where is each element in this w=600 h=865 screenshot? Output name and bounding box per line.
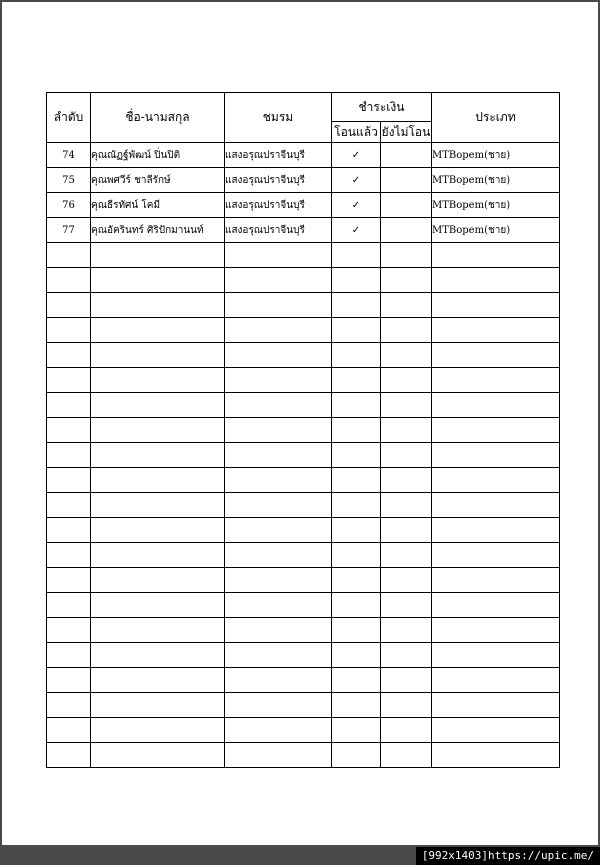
empty-cell: [332, 718, 381, 743]
header-no: ลำดับ: [47, 93, 91, 143]
empty-cell: [432, 743, 560, 768]
empty-cell: [432, 443, 560, 468]
empty-cell: [225, 543, 332, 568]
empty-cell: [91, 418, 225, 443]
empty-cell: [225, 318, 332, 343]
empty-cell: [91, 718, 225, 743]
empty-cell: [225, 568, 332, 593]
empty-cell: [381, 668, 432, 693]
empty-cell: [91, 393, 225, 418]
empty-cell: [47, 743, 91, 768]
row-number: 75: [47, 168, 91, 193]
empty-row: [47, 643, 560, 668]
row-name: คุณอัครินทร์ ศิริปักมานนท์: [91, 218, 225, 243]
empty-cell: [91, 318, 225, 343]
empty-row: [47, 243, 560, 268]
empty-cell: [47, 418, 91, 443]
empty-cell: [225, 368, 332, 393]
table-body: [47, 143, 560, 768]
empty-cell: [332, 493, 381, 518]
empty-row: [47, 443, 560, 468]
empty-cell: [432, 343, 560, 368]
empty-cell: [381, 618, 432, 643]
empty-cell: [332, 593, 381, 618]
empty-cell: [332, 243, 381, 268]
empty-cell: [91, 243, 225, 268]
empty-cell: [332, 343, 381, 368]
empty-cell: [91, 493, 225, 518]
row-unpaid-check: [381, 143, 432, 168]
header-type: ประเภท: [432, 93, 560, 143]
empty-row: [47, 543, 560, 568]
empty-cell: [225, 418, 332, 443]
empty-cell: [381, 293, 432, 318]
empty-row: [47, 393, 560, 418]
row-paid-check: ✓: [332, 168, 381, 193]
empty-cell: [332, 418, 381, 443]
empty-cell: [381, 518, 432, 543]
empty-cell: [47, 368, 91, 393]
registration-table: [46, 92, 560, 768]
empty-cell: [47, 543, 91, 568]
empty-cell: [432, 468, 560, 493]
row-paid-check: ✓: [332, 218, 381, 243]
empty-cell: [225, 518, 332, 543]
row-name: คุณพศวีร์ ชาลีรักษ์: [91, 168, 225, 193]
empty-cell: [91, 268, 225, 293]
row-name: คุณณัฏฐ์พัฒน์ ปิ่นปิติ: [91, 143, 225, 168]
empty-cell: [432, 718, 560, 743]
empty-row: [47, 568, 560, 593]
empty-cell: [432, 568, 560, 593]
empty-cell: [332, 643, 381, 668]
empty-cell: [91, 518, 225, 543]
empty-cell: [91, 443, 225, 468]
header-club: ชมรม: [225, 93, 332, 143]
header-name: ชื่อ-นามสกุล: [91, 93, 225, 143]
empty-cell: [225, 393, 332, 418]
empty-cell: [47, 493, 91, 518]
row-club: แสงอรุณปราจีนบุรี: [225, 143, 332, 168]
empty-cell: [91, 293, 225, 318]
empty-row: [47, 418, 560, 443]
empty-cell: [47, 468, 91, 493]
empty-row: [47, 493, 560, 518]
row-name: คุณธีรทัศน์ โคมี: [91, 193, 225, 218]
empty-cell: [225, 243, 332, 268]
empty-row: [47, 718, 560, 743]
row-club: แสงอรุณปราจีนบุรี: [225, 168, 332, 193]
empty-cell: [91, 368, 225, 393]
empty-cell: [91, 468, 225, 493]
empty-cell: [225, 718, 332, 743]
empty-row: [47, 293, 560, 318]
empty-cell: [47, 293, 91, 318]
empty-row: [47, 693, 560, 718]
empty-cell: [381, 268, 432, 293]
row-unpaid-check: [381, 218, 432, 243]
empty-cell: [432, 593, 560, 618]
empty-cell: [332, 568, 381, 593]
table-row: [47, 193, 560, 218]
empty-cell: [91, 568, 225, 593]
empty-cell: [432, 243, 560, 268]
empty-cell: [381, 443, 432, 468]
empty-cell: [91, 643, 225, 668]
empty-row: [47, 518, 560, 543]
row-paid-check: ✓: [332, 143, 381, 168]
row-type: MTBopem(ชาย): [432, 168, 560, 193]
empty-cell: [381, 368, 432, 393]
empty-cell: [332, 668, 381, 693]
empty-cell: [91, 693, 225, 718]
empty-cell: [432, 293, 560, 318]
empty-cell: [91, 543, 225, 568]
empty-cell: [47, 668, 91, 693]
empty-cell: [225, 493, 332, 518]
empty-cell: [432, 518, 560, 543]
empty-cell: [332, 293, 381, 318]
empty-cell: [432, 318, 560, 343]
empty-cell: [47, 318, 91, 343]
row-type: MTBopem(ชาย): [432, 143, 560, 168]
empty-cell: [381, 468, 432, 493]
empty-cell: [47, 243, 91, 268]
empty-row: [47, 593, 560, 618]
empty-cell: [332, 393, 381, 418]
row-club: แสงอรุณปราจีนบุรี: [225, 218, 332, 243]
row-paid-check: ✓: [332, 193, 381, 218]
empty-cell: [432, 493, 560, 518]
empty-cell: [432, 543, 560, 568]
empty-cell: [381, 718, 432, 743]
empty-cell: [225, 268, 332, 293]
empty-cell: [381, 593, 432, 618]
empty-cell: [225, 693, 332, 718]
table-row: [47, 143, 560, 168]
empty-cell: [225, 643, 332, 668]
empty-row: [47, 743, 560, 768]
table-row: [47, 218, 560, 243]
empty-cell: [381, 343, 432, 368]
empty-cell: [381, 543, 432, 568]
empty-cell: [332, 443, 381, 468]
empty-cell: [381, 493, 432, 518]
empty-cell: [432, 693, 560, 718]
empty-cell: [432, 668, 560, 693]
empty-cell: [432, 643, 560, 668]
empty-cell: [381, 743, 432, 768]
image-source-label: [992x1403]https://upic.me/: [416, 847, 600, 865]
row-club: แสงอรุณปราจีนบุรี: [225, 193, 332, 218]
empty-cell: [381, 643, 432, 668]
empty-row: [47, 668, 560, 693]
empty-row: [47, 268, 560, 293]
empty-cell: [332, 693, 381, 718]
empty-cell: [332, 268, 381, 293]
empty-cell: [332, 518, 381, 543]
empty-cell: [432, 618, 560, 643]
empty-cell: [225, 593, 332, 618]
empty-cell: [47, 618, 91, 643]
empty-cell: [432, 418, 560, 443]
row-unpaid-check: [381, 193, 432, 218]
row-type: MTBopem(ชาย): [432, 218, 560, 243]
empty-cell: [47, 343, 91, 368]
header-paid: โอนแล้ว: [332, 122, 381, 143]
empty-row: [47, 368, 560, 393]
row-number: 76: [47, 193, 91, 218]
row-unpaid-check: [381, 168, 432, 193]
header-unpaid: ยังไม่โอน: [381, 122, 432, 143]
empty-cell: [432, 268, 560, 293]
empty-cell: [225, 668, 332, 693]
empty-cell: [381, 243, 432, 268]
empty-cell: [432, 393, 560, 418]
empty-cell: [225, 293, 332, 318]
row-type: MTBopem(ชาย): [432, 193, 560, 218]
empty-cell: [47, 443, 91, 468]
header-payment: ชำระเงิน: [332, 93, 432, 122]
empty-cell: [47, 593, 91, 618]
empty-cell: [47, 393, 91, 418]
empty-cell: [332, 318, 381, 343]
empty-cell: [47, 718, 91, 743]
empty-cell: [381, 393, 432, 418]
row-number: 77: [47, 218, 91, 243]
row-number: 74: [47, 143, 91, 168]
empty-cell: [381, 568, 432, 593]
empty-cell: [47, 268, 91, 293]
empty-cell: [381, 318, 432, 343]
empty-cell: [332, 543, 381, 568]
empty-cell: [225, 443, 332, 468]
empty-cell: [332, 368, 381, 393]
empty-cell: [91, 668, 225, 693]
empty-cell: [91, 343, 225, 368]
empty-cell: [225, 743, 332, 768]
empty-cell: [381, 418, 432, 443]
empty-cell: [47, 643, 91, 668]
empty-cell: [91, 743, 225, 768]
empty-cell: [432, 368, 560, 393]
empty-cell: [47, 693, 91, 718]
empty-cell: [332, 743, 381, 768]
empty-cell: [47, 518, 91, 543]
empty-cell: [225, 618, 332, 643]
empty-cell: [47, 568, 91, 593]
empty-cell: [381, 693, 432, 718]
empty-row: [47, 343, 560, 368]
empty-cell: [225, 468, 332, 493]
empty-cell: [91, 593, 225, 618]
table-row: [47, 168, 560, 193]
document-page: [2, 2, 598, 845]
empty-cell: [332, 618, 381, 643]
empty-row: [47, 318, 560, 343]
empty-row: [47, 468, 560, 493]
empty-cell: [332, 468, 381, 493]
empty-row: [47, 618, 560, 643]
empty-cell: [91, 618, 225, 643]
empty-cell: [225, 343, 332, 368]
